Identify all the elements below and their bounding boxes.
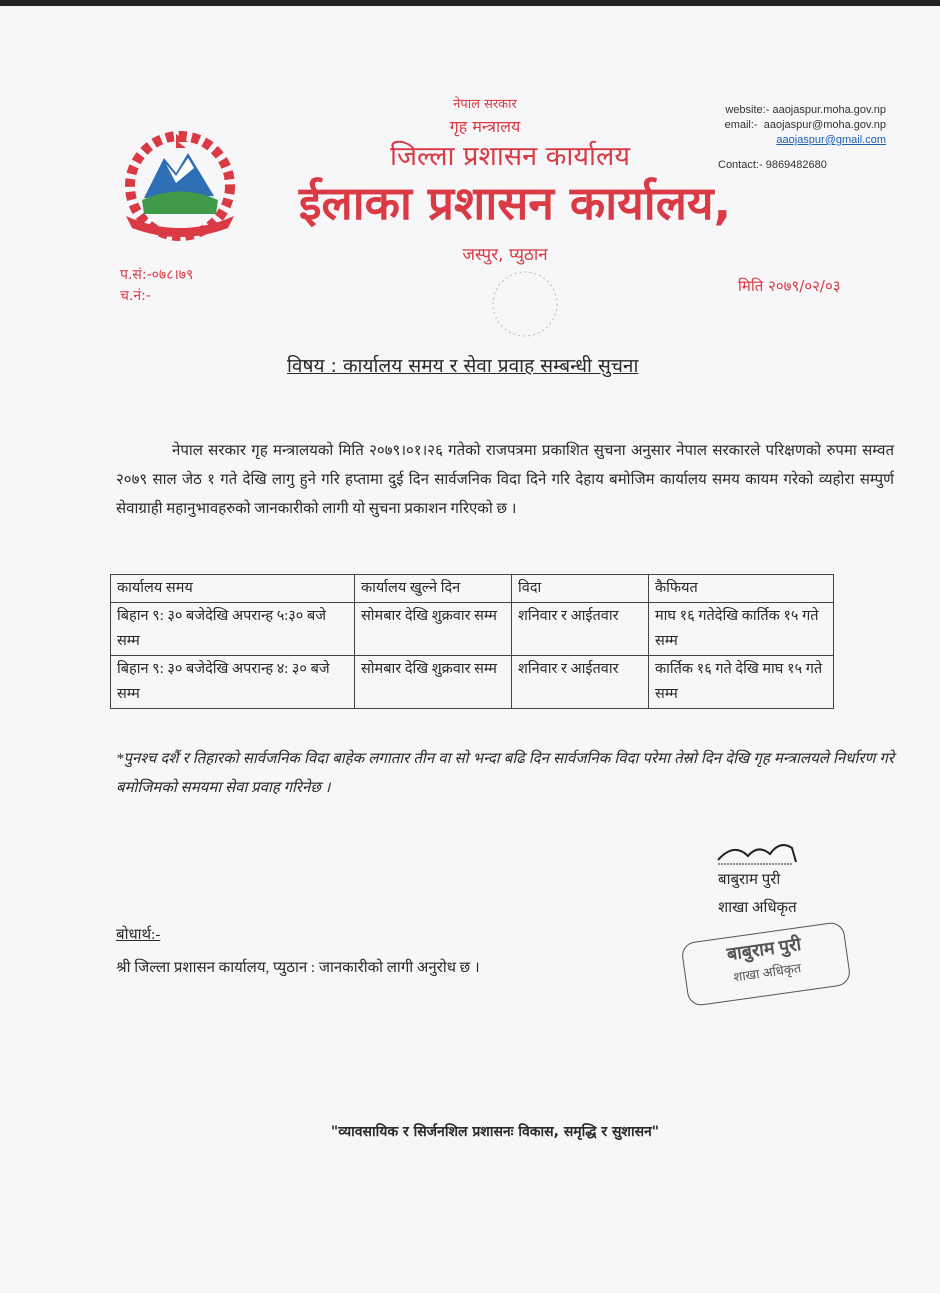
office-motto: "व्यावसायिक र सिर्जनशिल प्रशासनः विकास, समृद्धि र सुशासन" [330,1124,660,1140]
table-row [111,603,834,656]
table-header-row [111,575,834,603]
table-cell: सोमबार देखि शुक्रवार सम्म [355,656,512,709]
letter-number: प.सं:-०७८।७९ [120,267,194,283]
email-link[interactable]: aaojaspur@moha.gov.np [763,119,886,131]
signature [714,838,814,868]
cc-recipient: श्री जिल्ला प्रशासन कार्यालय, प्युठान : जानकारीको लागी अनुरोध छ । [116,960,480,976]
table-header: कार्यालय समय [111,575,355,603]
district-office-name: जिल्ला प्रशासन कार्यालय [390,141,630,172]
nepal-emblem-icon [116,128,244,244]
email-line: email:- aaojaspur@moha.gov.np [724,119,886,131]
website-line: website:- aaojaspur.moha.gov.np [725,104,886,116]
contact-line: Contact:- 9869482680 [718,159,827,171]
office-hours-table [110,574,834,709]
office-location: जस्पुर, प्युठान [462,245,548,265]
cc-label: बोधार्थ:- [116,927,161,943]
office-name: ईलाका प्रशासन कार्यालय, [298,176,732,230]
table-header: विदा [512,575,649,603]
postscript-note: *पुनश्च दशैं र तिहारको सार्वजनिक विदा बाहेक लगातार तीन वा सो भन्दा बढि दिन सार्वजनिक विदा परेमा तेस्रो दिन देखि गृह मन्त्रालयले निर्धारण गरे बमोजिमको समयमा सेवा प्रवाह गरिनेछ । [116,751,894,796]
website-link[interactable]: aaojaspur.moha.gov.np [772,104,886,116]
table-cell: सोमबार देखि शुक्रवार सम्म [355,603,512,656]
email2-link[interactable]: aaojaspur@gmail.com [776,134,886,146]
contact-number: 9869482680 [765,159,827,171]
table-cell: शनिवार र आईतवार [512,603,649,656]
table-cell: बिहान ९: ३० बजेदेखि अपरान्ह ४: ३० बजे सम्म [111,656,355,709]
table-cell: शनिवार र आईतवार [512,656,649,709]
subject-line: विषय : कार्यालय समय र सेवा प्रवाह सम्बन्धी सुचना [287,355,639,377]
signatory-name: बाबुराम पुरी [718,872,781,888]
dispatch-number: च.नं:- [120,288,151,304]
letter-date: मिति २०७९/०२/०३ [738,277,841,295]
table-row [111,656,834,709]
table-cell: कार्तिक १६ गते देखि माघ १५ गते सम्म [649,656,834,709]
table-header: कार्यालय खुल्ने दिन [355,575,512,603]
signatory-stamp: बाबुराम पुरी शाखा अधिकृत [680,921,851,1007]
ministry-name: गृह मन्त्रालय [449,117,521,136]
office-seal [470,268,580,340]
table-cell: माघ १६ गतेदेखि कार्तिक १५ गते सम्म [649,603,834,656]
signatory-title: शाखा अधिकृत [718,900,797,916]
notice-body: नेपाल सरकार गृह मन्त्रालयको मिति २०७९।०१।२६ गतेको राजपत्रमा प्रकाशित सुचना अनुसार नेपाल सरकारले परिक्षणको रुपमा सम्वत २०७९ साल जेठ १ गते देखि लागु हुने गरि हप्तामा दुई दिन सार्वजनिक विदा दिने गरि देहाय बमोजिम कार्यालय समय कायम गरेको व्यहोरा सम्पुर्ण सेवाग्राही महानुभावहरुको जानकारीको लागी यो सुचना प्रकाशन गरिएको छ । [116,443,894,517]
contact-block [640,103,886,148]
table-cell: बिहान ९: ३० बजेदेखि अपरान्ह ५:३० बजे सम्म [111,603,355,656]
government-name: नेपाल सरकार [453,97,517,112]
scan-edge [0,0,940,6]
table-header: कैफियत [649,575,834,603]
